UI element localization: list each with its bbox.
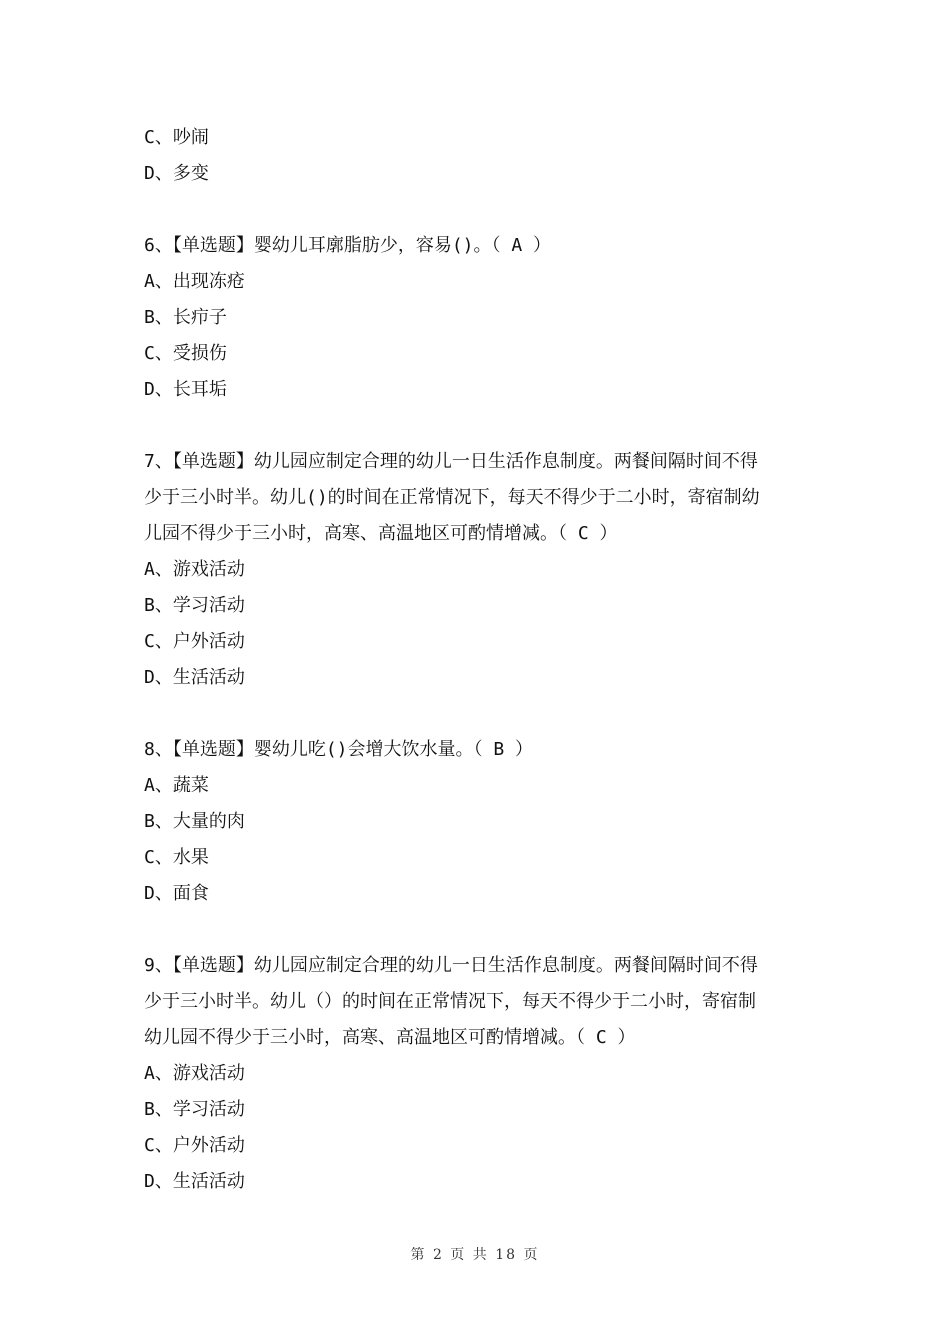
question-7 bbox=[144, 444, 814, 696]
option-b: B、大量的肉 bbox=[144, 811, 245, 832]
question-stem: 8、【单选题】婴幼儿吃()会增大饮水量。（ B ） bbox=[144, 739, 534, 760]
option-d: D、生活活动 bbox=[144, 667, 245, 688]
question-stem-line-1: 7、【单选题】幼儿园应制定合理的幼儿一日生活作息制度。两餐间隔时间不得 bbox=[144, 451, 758, 472]
option-a: A、游戏活动 bbox=[144, 1063, 245, 1084]
option-c: C、吵闹 bbox=[144, 127, 209, 148]
spacer bbox=[144, 912, 814, 948]
spacer bbox=[144, 408, 814, 444]
question-stem-line-1: 9、【单选题】幼儿园应制定合理的幼儿一日生活作息制度。两餐间隔时间不得 bbox=[144, 955, 758, 976]
question-stem-line-2: 少于三小时半。幼儿（）的时间在正常情况下，每天不得少于二小时，寄宿制 bbox=[144, 991, 756, 1012]
question-stem-line-2: 少于三小时半。幼儿()的时间在正常情况下，每天不得少于二小时，寄宿制幼 bbox=[144, 487, 760, 508]
question-stem-line-3: 儿园不得少于三小时，高寒、高温地区可酌情增减。（ C ） bbox=[144, 523, 618, 544]
option-a: A、出现冻疮 bbox=[144, 271, 245, 292]
question-6 bbox=[144, 228, 814, 408]
option-d: D、生活活动 bbox=[144, 1171, 245, 1192]
question-9 bbox=[144, 948, 814, 1200]
option-c: C、水果 bbox=[144, 847, 209, 868]
option-c: C、户外活动 bbox=[144, 631, 245, 652]
question-stem-line-3: 幼儿园不得少于三小时，高寒、高温地区可酌情增减。（ C ） bbox=[144, 1027, 636, 1048]
page-number-footer: 第 2 页 共 18 页 bbox=[410, 1247, 540, 1263]
question-8 bbox=[144, 732, 814, 912]
option-b: B、学习活动 bbox=[144, 595, 245, 616]
page-content bbox=[144, 120, 814, 1200]
spacer bbox=[144, 696, 814, 732]
spacer bbox=[144, 192, 814, 228]
option-d: D、面食 bbox=[144, 883, 209, 904]
option-b: B、长疖子 bbox=[144, 307, 227, 328]
option-a: A、蔬菜 bbox=[144, 775, 209, 796]
option-d: D、多变 bbox=[144, 163, 209, 184]
carryover-options bbox=[144, 120, 814, 192]
option-a: A、游戏活动 bbox=[144, 559, 245, 580]
option-c: C、受损伤 bbox=[144, 343, 227, 364]
option-b: B、学习活动 bbox=[144, 1099, 245, 1120]
option-c: C、户外活动 bbox=[144, 1135, 245, 1156]
option-d: D、长耳垢 bbox=[144, 379, 227, 400]
question-stem: 6、【单选题】婴幼儿耳廓脂肪少，容易()。（ A ） bbox=[144, 235, 552, 256]
